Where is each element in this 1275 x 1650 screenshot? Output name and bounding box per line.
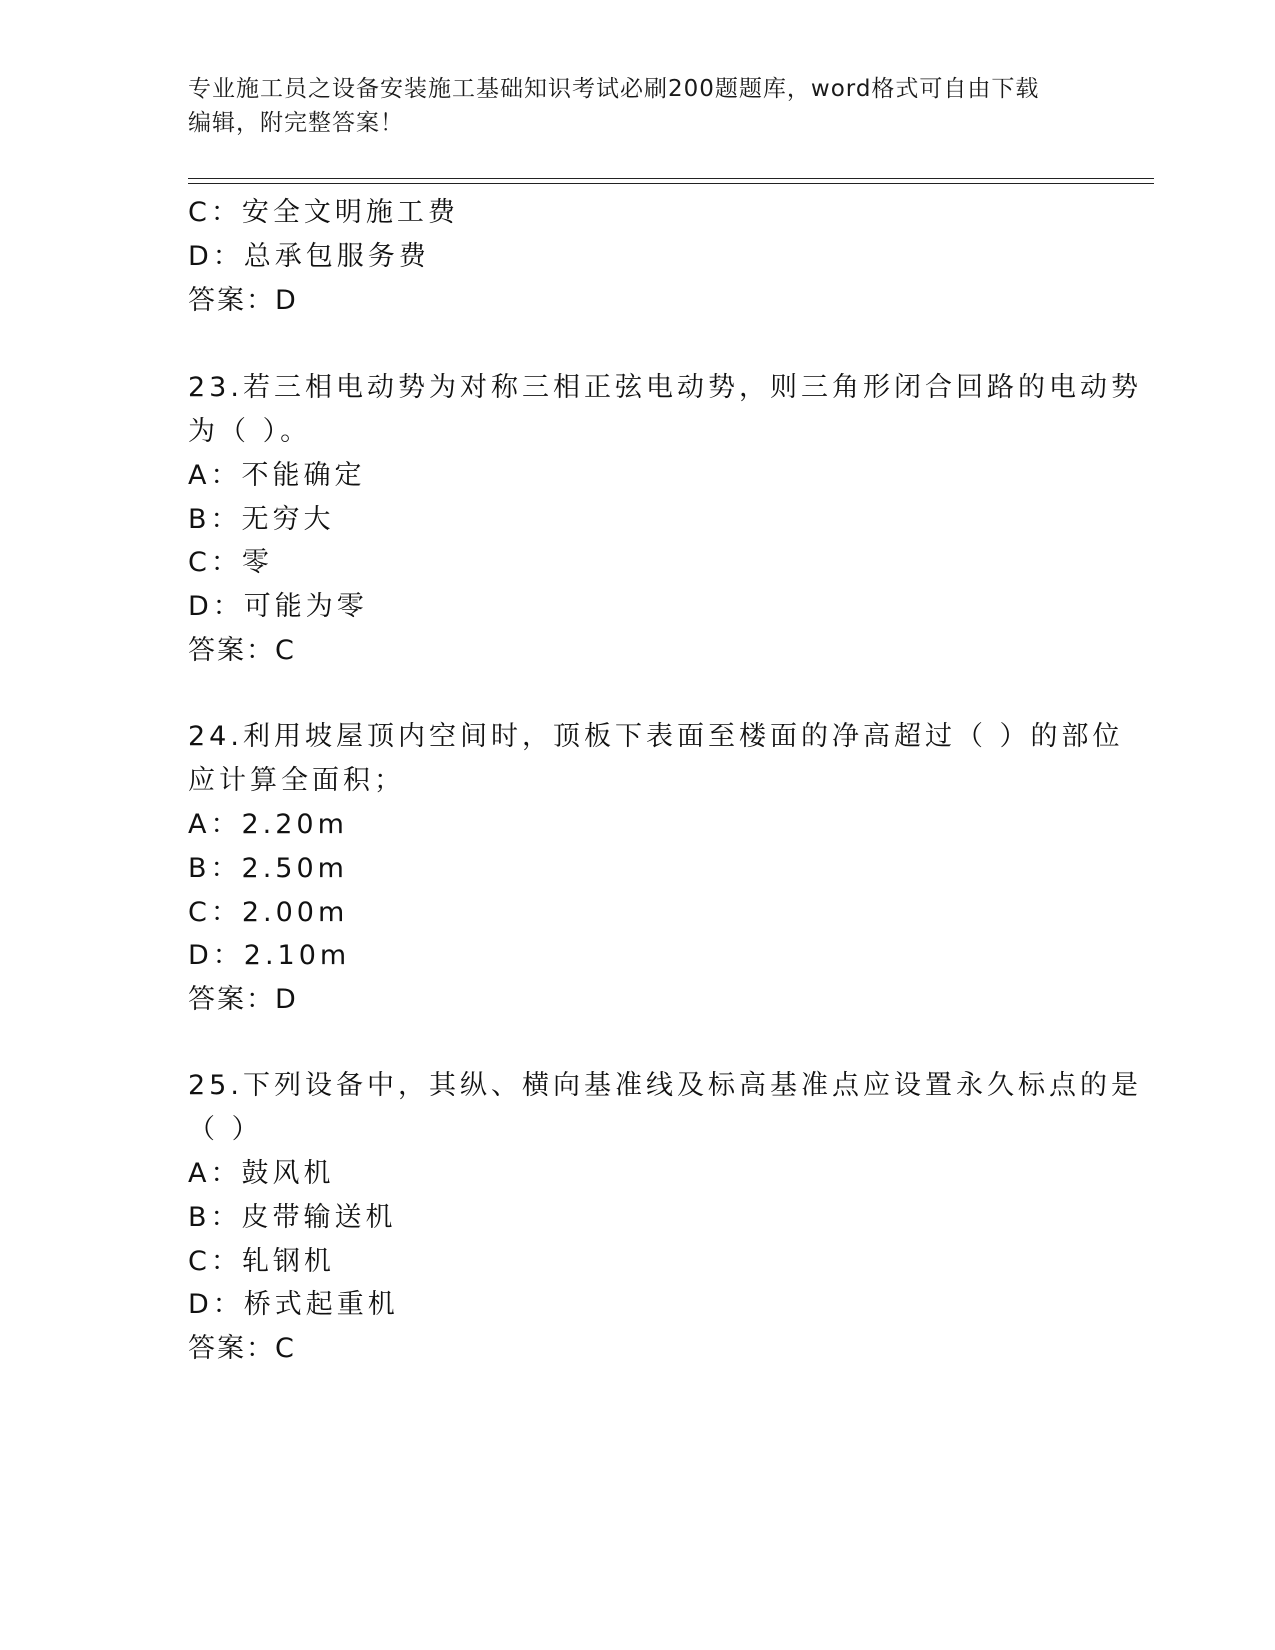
q23-option-c: C：零 xyxy=(188,547,273,578)
q24-option-b: B：2.50m xyxy=(188,853,348,884)
q23-option-d: D：可能为零 xyxy=(188,591,368,622)
q22-option-c: C：安全文明施工费 xyxy=(188,197,459,228)
q24-stem-line-2: 应计算全面积； xyxy=(188,765,405,796)
q25-answer: 答案：C xyxy=(188,1333,296,1364)
q24-option-a: A：2.20m xyxy=(188,809,348,840)
q23-stem-line-2: 为（ ）。 xyxy=(188,416,312,447)
document-header xyxy=(188,72,1068,140)
q24-stem-line-1: 24.利用坡屋顶内空间时，顶板下表面至楼面的净高超过（ ）的部位 xyxy=(188,721,1124,752)
q22-answer: 答案：D xyxy=(188,285,298,316)
q22-option-d: D：总承包服务费 xyxy=(188,241,430,272)
header-divider-bottom xyxy=(188,183,1154,184)
q25-option-d: D：桥式起重机 xyxy=(188,1289,399,1320)
q25-stem-line-1: 25.下列设备中，其纵、横向基准线及标高基准点应设置永久标点的是 xyxy=(188,1070,1142,1101)
q23-answer: 答案：C xyxy=(188,635,296,666)
header-title-line-1: 专业施工员之设备安装施工基础知识考试必刷200题题库，word格式可自由下载 xyxy=(188,76,1040,102)
q24-option-d: D：2.10m xyxy=(188,940,351,971)
q24-option-c: C：2.00m xyxy=(188,897,349,928)
q23-option-a: A：不能确定 xyxy=(188,460,366,491)
header-title-line-2: 编辑，附完整答案！ xyxy=(188,110,404,136)
q25-option-c: C：轧钢机 xyxy=(188,1246,335,1277)
q25-stem-line-2: （ ） xyxy=(188,1114,263,1145)
q23-stem-line-1: 23.若三相电动势为对称三相正弦电动势，则三角形闭合回路的电动势 xyxy=(188,372,1142,403)
q25-option-a: A：鼓风机 xyxy=(188,1158,335,1189)
header-divider-top xyxy=(188,178,1154,179)
q24-answer: 答案：D xyxy=(188,984,298,1015)
q23-option-b: B：无穷大 xyxy=(188,504,335,535)
q25-option-b: B：皮带输送机 xyxy=(188,1202,397,1233)
